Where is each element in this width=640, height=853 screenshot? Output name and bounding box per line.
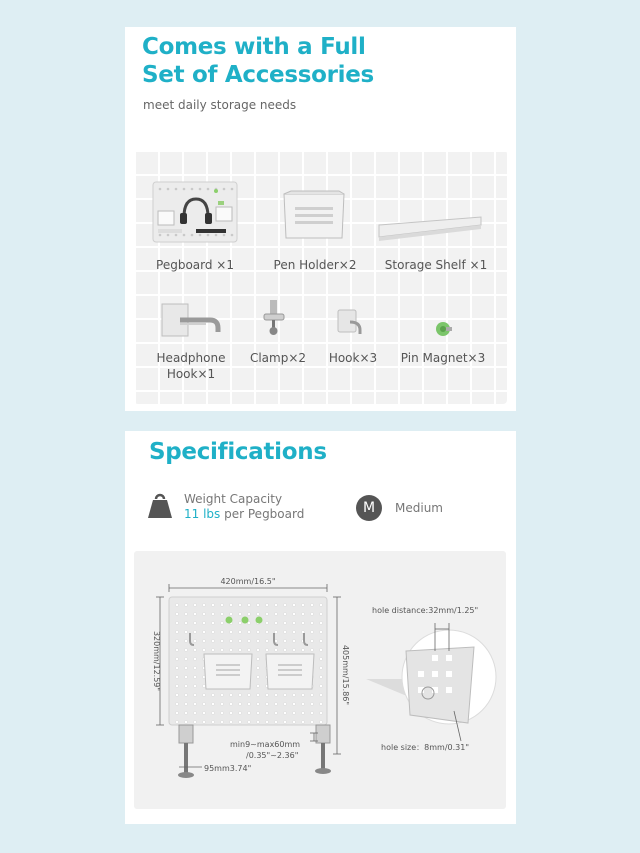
accessory-label-line: Headphone bbox=[156, 351, 226, 365]
peg-hole bbox=[319, 621, 322, 624]
peg-hole bbox=[292, 630, 295, 633]
peg-hole bbox=[265, 603, 268, 606]
peg-hole bbox=[256, 612, 259, 615]
peg-hole bbox=[265, 702, 268, 705]
peg-hole bbox=[319, 612, 322, 615]
peg-hole bbox=[175, 702, 178, 705]
accessory-label-line: Hook×1 bbox=[166, 367, 216, 381]
peg-hole bbox=[184, 684, 187, 687]
peg-hole bbox=[292, 720, 295, 723]
accessory-label: Clamp×2 bbox=[249, 351, 307, 365]
peg-hole bbox=[265, 639, 268, 642]
peg-hole bbox=[301, 702, 304, 705]
peg-hole bbox=[184, 657, 187, 660]
peg-hole bbox=[247, 720, 250, 723]
peg-hole bbox=[175, 693, 178, 696]
peg-hole bbox=[310, 702, 313, 705]
peg-hole bbox=[193, 657, 196, 660]
peg-hole bbox=[283, 630, 286, 633]
peg-hole bbox=[211, 711, 214, 714]
peg-hole bbox=[274, 693, 277, 696]
peg-hole bbox=[202, 684, 205, 687]
peg-hole bbox=[211, 612, 214, 615]
peg-hole bbox=[319, 666, 322, 669]
peg-hole bbox=[301, 603, 304, 606]
peg-hole bbox=[283, 693, 286, 696]
peg-hole bbox=[283, 702, 286, 705]
left-height-dimension: 320mm/12.59" bbox=[152, 630, 161, 692]
hook-icon bbox=[336, 308, 362, 338]
peg-hole bbox=[184, 702, 187, 705]
peg-hole bbox=[202, 612, 205, 615]
peg-hole bbox=[292, 693, 295, 696]
peg-hole bbox=[319, 711, 322, 714]
peg-hole bbox=[193, 612, 196, 615]
peg-hole bbox=[220, 693, 223, 696]
peg-hole bbox=[301, 693, 304, 696]
peg-hole bbox=[175, 639, 178, 642]
peg-hole bbox=[229, 702, 232, 705]
peg-hole bbox=[274, 702, 277, 705]
accessories-card bbox=[125, 27, 516, 411]
peg-hole bbox=[193, 720, 196, 723]
clamp-depth-dimension: 95mm3.74" bbox=[204, 764, 252, 773]
pin-magnet-drawing bbox=[242, 617, 249, 624]
accessories-title-line1: Comes with a Full bbox=[142, 34, 366, 60]
peg-hole bbox=[247, 711, 250, 714]
peg-hole bbox=[175, 720, 178, 723]
peg-hole bbox=[184, 639, 187, 642]
dimension-diagram bbox=[134, 551, 506, 809]
peg-hole bbox=[247, 648, 250, 651]
peg-hole bbox=[238, 648, 241, 651]
peg-hole bbox=[238, 702, 241, 705]
peg-hole bbox=[274, 648, 277, 651]
peg-hole bbox=[238, 639, 241, 642]
peg-hole bbox=[229, 720, 232, 723]
peg-hole bbox=[184, 648, 187, 651]
peg-hole bbox=[283, 720, 286, 723]
accessory-label: Pen Holder×2 bbox=[273, 258, 357, 272]
peg-hole bbox=[175, 648, 178, 651]
peg-hole bbox=[319, 630, 322, 633]
peg-hole bbox=[301, 720, 304, 723]
peg-hole bbox=[202, 639, 205, 642]
peg-hole bbox=[301, 711, 304, 714]
peg-hole bbox=[211, 648, 214, 651]
peg-hole bbox=[265, 711, 268, 714]
size-label: Medium bbox=[395, 501, 443, 515]
peg-hole bbox=[202, 693, 205, 696]
peg-hole bbox=[274, 711, 277, 714]
peg-hole bbox=[319, 657, 322, 660]
peg-hole bbox=[211, 603, 214, 606]
peg-hole bbox=[193, 648, 196, 651]
peg-hole bbox=[220, 720, 223, 723]
peg-hole bbox=[220, 621, 223, 624]
peg-hole bbox=[283, 648, 286, 651]
accessory-label: Pegboard ×1 bbox=[156, 258, 234, 272]
weight-suffix: per Pegboard bbox=[224, 507, 305, 521]
peg-hole bbox=[292, 603, 295, 606]
storage-shelf-icon bbox=[377, 215, 483, 241]
peg-hole bbox=[220, 630, 223, 633]
weight-value-row bbox=[184, 507, 304, 522]
peg-hole bbox=[229, 639, 232, 642]
peg-hole bbox=[319, 603, 322, 606]
peg-hole bbox=[202, 711, 205, 714]
peg-hole bbox=[238, 621, 241, 624]
peg-hole bbox=[256, 648, 259, 651]
peg-hole bbox=[247, 702, 250, 705]
peg-hole bbox=[247, 639, 250, 642]
peg-hole bbox=[184, 666, 187, 669]
peg-hole bbox=[292, 711, 295, 714]
peg-hole bbox=[202, 630, 205, 633]
peg-hole bbox=[175, 666, 178, 669]
peg-hole bbox=[202, 720, 205, 723]
peg-hole bbox=[283, 612, 286, 615]
peg-hole bbox=[220, 639, 223, 642]
weight-capacity bbox=[184, 492, 304, 522]
peg-hole bbox=[202, 702, 205, 705]
accessory-label: Storage Shelf ×1 bbox=[384, 258, 488, 272]
peg-hole bbox=[238, 630, 241, 633]
peg-hole bbox=[301, 621, 304, 624]
clamp-range-line2: /0.35"~2.36" bbox=[246, 751, 299, 760]
peg-hole bbox=[175, 612, 178, 615]
peg-hole bbox=[301, 648, 304, 651]
peg-hole bbox=[229, 612, 232, 615]
accessories-grid bbox=[134, 150, 507, 404]
peg-hole bbox=[193, 603, 196, 606]
peg-hole bbox=[220, 711, 223, 714]
peg-hole bbox=[256, 702, 259, 705]
peg-hole bbox=[310, 612, 313, 615]
peg-hole bbox=[184, 693, 187, 696]
peg-hole bbox=[193, 711, 196, 714]
peg-hole bbox=[283, 621, 286, 624]
peg-hole bbox=[292, 621, 295, 624]
peg-hole bbox=[256, 657, 259, 660]
peg-hole bbox=[184, 603, 187, 606]
peg-hole bbox=[283, 603, 286, 606]
peg-hole bbox=[301, 612, 304, 615]
hole-detail-drawing bbox=[366, 623, 496, 741]
peg-hole bbox=[256, 675, 259, 678]
accessory-label: Pin Magnet×3 bbox=[400, 351, 486, 365]
peg-hole bbox=[247, 603, 250, 606]
peg-hole bbox=[211, 630, 214, 633]
peg-hole bbox=[184, 630, 187, 633]
peg-hole bbox=[319, 693, 322, 696]
peg-hole bbox=[229, 603, 232, 606]
hole-size-label: hole size：8mm/0.31" bbox=[381, 743, 470, 752]
peg-hole bbox=[274, 720, 277, 723]
peg-hole bbox=[247, 693, 250, 696]
weight-label: Weight Capacity bbox=[184, 492, 283, 506]
peg-hole bbox=[238, 711, 241, 714]
accessories-title-line2: Set of Accessories bbox=[142, 62, 374, 88]
peg-hole bbox=[229, 648, 232, 651]
accessories-subtitle: meet daily storage needs bbox=[143, 98, 297, 112]
peg-hole bbox=[211, 693, 214, 696]
peg-hole bbox=[319, 648, 322, 651]
peg-hole bbox=[292, 639, 295, 642]
peg-hole bbox=[274, 621, 277, 624]
accessory-label: Hook×3 bbox=[328, 351, 378, 365]
peg-hole bbox=[265, 720, 268, 723]
peg-hole bbox=[220, 702, 223, 705]
pegboard-icon bbox=[152, 181, 238, 243]
hole-distance-label: hole distance:32mm/1.25" bbox=[372, 606, 479, 615]
peg-hole bbox=[220, 603, 223, 606]
peg-hole bbox=[175, 684, 178, 687]
peg-hole bbox=[310, 648, 313, 651]
right-height-dimension: 405mm/15.86" bbox=[341, 644, 350, 706]
peg-hole bbox=[229, 693, 232, 696]
peg-hole bbox=[175, 675, 178, 678]
peg-hole bbox=[193, 639, 196, 642]
peg-hole bbox=[256, 693, 259, 696]
weight-value: 11 lbs bbox=[184, 507, 221, 521]
peg-hole bbox=[319, 684, 322, 687]
peg-hole bbox=[202, 621, 205, 624]
peg-hole bbox=[292, 702, 295, 705]
peg-hole bbox=[265, 630, 268, 633]
peg-hole bbox=[193, 684, 196, 687]
peg-hole bbox=[319, 675, 322, 678]
peg-hole bbox=[211, 621, 214, 624]
accessories-title bbox=[142, 33, 374, 89]
peg-hole bbox=[310, 693, 313, 696]
peg-hole bbox=[319, 702, 322, 705]
peg-hole bbox=[247, 630, 250, 633]
peg-hole bbox=[202, 603, 205, 606]
peg-hole bbox=[238, 612, 241, 615]
peg-hole bbox=[184, 720, 187, 723]
peg-hole bbox=[274, 603, 277, 606]
peg-hole bbox=[193, 675, 196, 678]
peg-hole bbox=[220, 612, 223, 615]
peg-hole bbox=[193, 621, 196, 624]
accessory-label-headphone-hook bbox=[138, 350, 244, 382]
peg-hole bbox=[175, 630, 178, 633]
peg-hole bbox=[310, 720, 313, 723]
peg-hole bbox=[319, 639, 322, 642]
pen-holder-icon bbox=[281, 190, 347, 242]
peg-hole bbox=[265, 648, 268, 651]
peg-hole bbox=[220, 648, 223, 651]
peg-hole bbox=[292, 648, 295, 651]
width-dimension: 420mm/16.5" bbox=[220, 577, 276, 586]
peg-hole bbox=[310, 630, 313, 633]
pin-magnet-drawing bbox=[256, 617, 263, 624]
pin-magnet-drawing bbox=[226, 617, 233, 624]
peg-hole bbox=[184, 711, 187, 714]
peg-hole bbox=[310, 711, 313, 714]
peg-hole bbox=[238, 693, 241, 696]
size-badge: M bbox=[356, 495, 382, 521]
peg-hole bbox=[247, 612, 250, 615]
peg-hole bbox=[202, 648, 205, 651]
peg-hole bbox=[310, 639, 313, 642]
peg-hole bbox=[310, 603, 313, 606]
peg-hole bbox=[184, 621, 187, 624]
peg-hole bbox=[265, 693, 268, 696]
peg-hole bbox=[193, 630, 196, 633]
peg-hole bbox=[193, 693, 196, 696]
specifications-title: Specifications bbox=[149, 439, 327, 465]
peg-hole bbox=[175, 657, 178, 660]
peg-hole bbox=[184, 612, 187, 615]
peg-hole bbox=[238, 603, 241, 606]
peg-hole bbox=[319, 720, 322, 723]
peg-hole bbox=[211, 639, 214, 642]
peg-hole bbox=[238, 720, 241, 723]
peg-hole bbox=[283, 711, 286, 714]
peg-hole bbox=[274, 612, 277, 615]
headphone-hook-icon bbox=[158, 302, 224, 338]
peg-hole bbox=[211, 720, 214, 723]
peg-hole bbox=[229, 711, 232, 714]
weight-icon bbox=[147, 491, 173, 519]
peg-hole bbox=[211, 702, 214, 705]
peg-hole bbox=[265, 612, 268, 615]
pin-magnet-icon bbox=[433, 319, 453, 339]
peg-hole bbox=[175, 621, 178, 624]
clamp-range-line1: min9~max60mm bbox=[230, 740, 301, 749]
peg-hole bbox=[310, 621, 313, 624]
peg-hole bbox=[265, 621, 268, 624]
peg-hole bbox=[184, 675, 187, 678]
peg-hole bbox=[256, 720, 259, 723]
peg-hole bbox=[292, 612, 295, 615]
peg-hole bbox=[193, 702, 196, 705]
peg-hole bbox=[256, 684, 259, 687]
peg-hole bbox=[256, 603, 259, 606]
peg-hole bbox=[283, 639, 286, 642]
peg-hole bbox=[175, 603, 178, 606]
clamp-icon bbox=[262, 298, 286, 336]
peg-hole bbox=[256, 711, 259, 714]
peg-hole bbox=[256, 639, 259, 642]
peg-hole bbox=[193, 666, 196, 669]
peg-hole bbox=[256, 630, 259, 633]
peg-hole bbox=[229, 630, 232, 633]
peg-hole bbox=[256, 666, 259, 669]
peg-hole bbox=[175, 711, 178, 714]
